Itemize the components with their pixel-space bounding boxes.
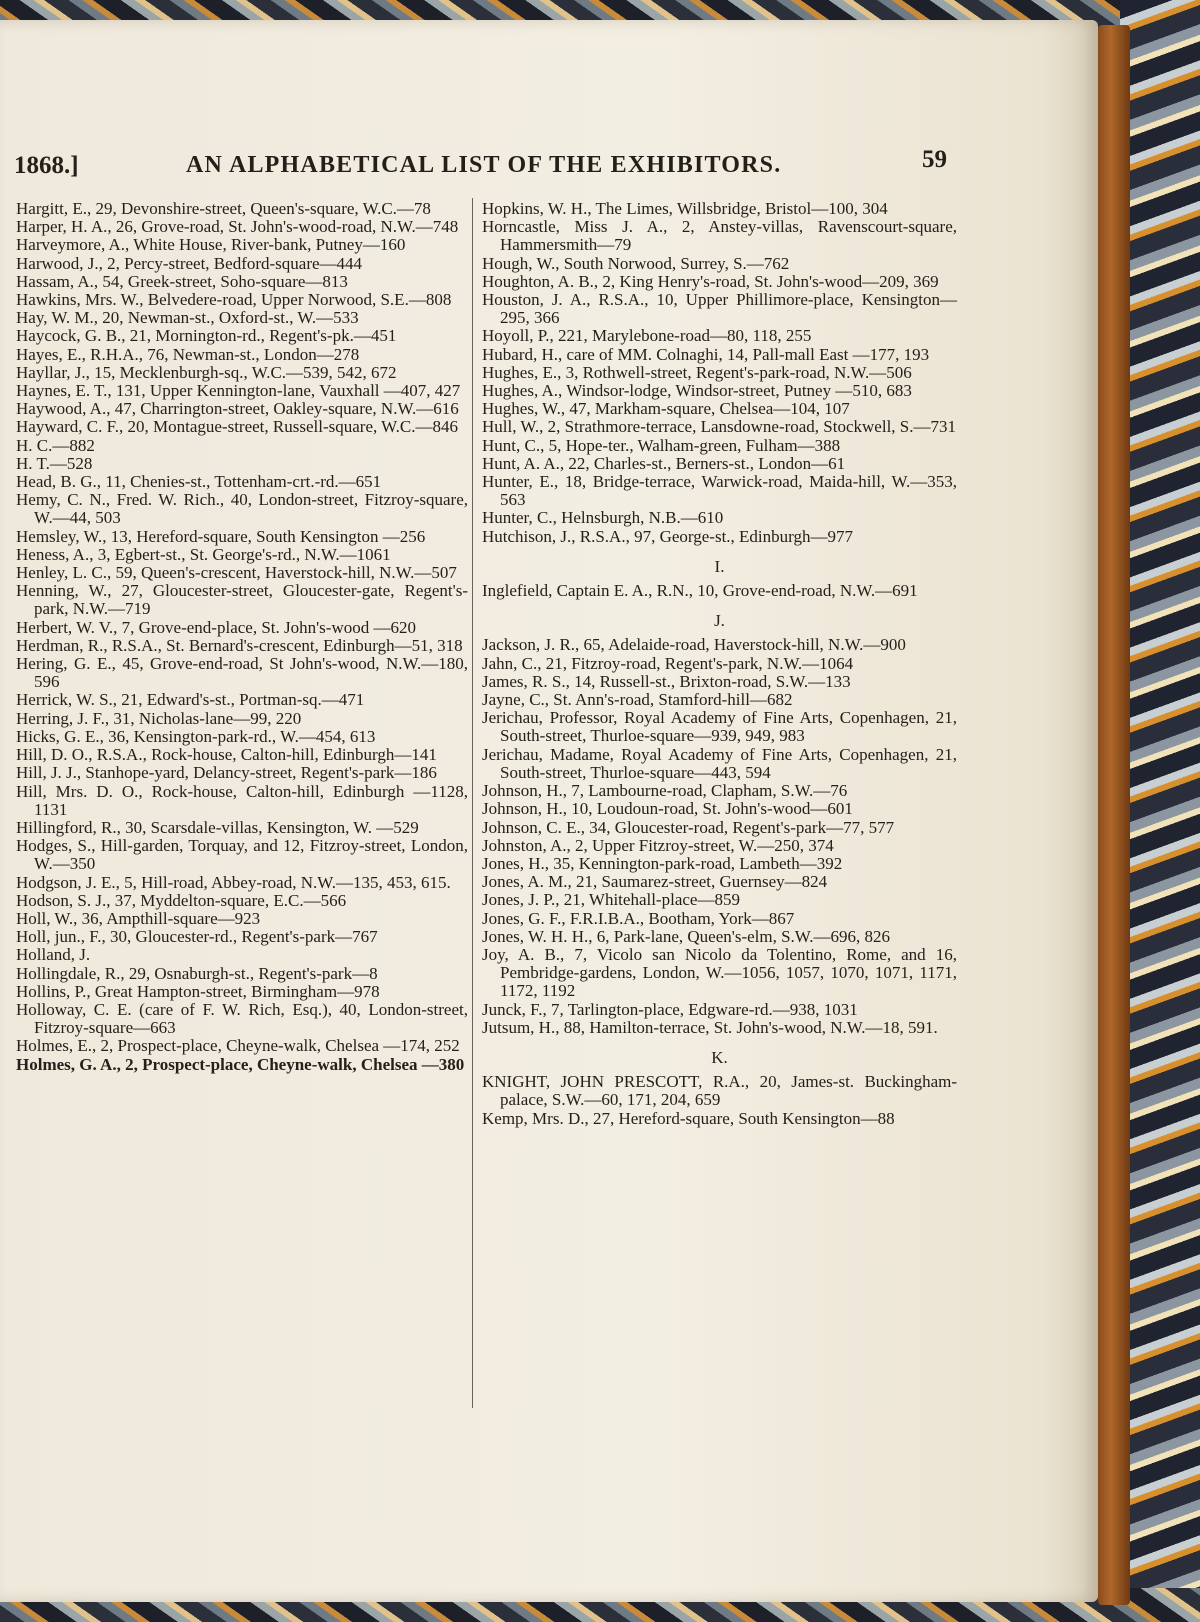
left-column bbox=[16, 200, 468, 1074]
exhibitor-entry: Hopkins, W. H., The Limes, Willsbridge, Bristol—100, 304 bbox=[482, 199, 888, 218]
exhibitor-entry: Heness, A., 3, Egbert-st., St. George's-rd., N.W.—1061 bbox=[16, 544, 391, 564]
exhibitor-entry: Hunter, E., 18, Bridge-terrace, Warwick-road, Maida-hill, W.—353, 563 bbox=[482, 472, 957, 510]
exhibitor-entry: Johnston, A., 2, Upper Fitzroy-street, W.—250, 374 bbox=[482, 835, 834, 855]
exhibitor-entry: Haywood, A., 47, Charrington-street, Oakley-square, N.W.—616 bbox=[16, 399, 459, 419]
section-letter-k: K. bbox=[711, 1047, 728, 1067]
exhibitor-entry: Haycock, G. B., 21, Mornington-rd., Regent's-pk.—451 bbox=[16, 326, 397, 346]
exhibitor-entry: Hayward, C. F., 20, Montague-street, Russell-square, W.C.—846 bbox=[16, 417, 458, 437]
exhibitor-entry: Hicks, G. E., 36, Kensington-park-rd., W.—454, 613 bbox=[16, 726, 376, 746]
exhibitor-entry: Jerichau, Madame, Royal Academy of Fine Arts, Copenhagen, 21, South-street, Thurloe-square—443, 594 bbox=[482, 744, 957, 782]
section-letter-i: I. bbox=[714, 556, 725, 576]
exhibitor-entry: Hering, G. E., 45, Grove-end-road, St John's-wood, N.W.—180, 596 bbox=[16, 654, 468, 692]
exhibitor-entry: Hubard, H., care of MM. Colnaghi, 14, Pall-mall East —177, 193 bbox=[482, 344, 930, 364]
exhibitor-entry: Hoyoll, P., 221, Marylebone-road—80, 118, 255 bbox=[482, 326, 812, 346]
exhibitor-entry: Hargitt, E., 29, Devonshire-street, Queen's-square, W.C.—78 bbox=[16, 199, 431, 218]
book-cover-edge bbox=[1098, 25, 1130, 1605]
exhibitor-entry: Hemsley, W., 13, Hereford-square, South Kensington —256 bbox=[16, 526, 426, 546]
exhibitor-entry: Jones, J. P., 21, Whitehall-place—859 bbox=[482, 890, 740, 910]
page-header bbox=[14, 146, 964, 186]
marbled-endpaper-right bbox=[1120, 0, 1200, 1622]
exhibitor-entry: Jayne, C., St. Ann's-road, Stamford-hill—682 bbox=[482, 690, 793, 710]
exhibitor-entry: H. C.—882 bbox=[16, 435, 95, 455]
exhibitor-entry: Johnson, H., 10, Loudoun-road, St. John's-wood—601 bbox=[482, 799, 853, 819]
exhibitor-entry: Jerichau, Professor, Royal Academy of Fine Arts, Copenhagen, 21, South-street, Thurloe-square—939, 949, 983 bbox=[482, 708, 957, 746]
exhibitor-entry: Hughes, A., Windsor-lodge, Windsor-street, Putney —510, 683 bbox=[482, 381, 912, 401]
exhibitor-entry: Herring, J. F., 31, Nicholas-lane—99, 220 bbox=[16, 708, 302, 728]
exhibitor-entry: Herrick, W. S., 21, Edward's-st., Portman-sq.—471 bbox=[16, 690, 365, 710]
exhibitor-entry: Jones, H., 35, Kennington-park-road, Lambeth—392 bbox=[482, 853, 843, 873]
exhibitor-entry: Hunter, C., Helnsburgh, N.B.—610 bbox=[482, 508, 724, 528]
exhibitor-entry: Hull, W., 2, Strathmore-terrace, Lansdowne-road, Stockwell, S.—731 bbox=[482, 417, 957, 437]
header-year: 1868.] bbox=[14, 152, 79, 179]
exhibitor-entry: Joy, A. B., 7, Vicolo san Nicolo da Tolentino, Rome, and 16, Pembridge-gardens, London, W.—1056, 1057, 1070, 1071, 1171, 1172, 1192 bbox=[482, 944, 957, 1001]
exhibitor-entry: Harwood, J., 2, Percy-street, Bedford-square—444 bbox=[16, 253, 363, 273]
exhibitor-entry: Harveymore, A., White House, River-bank, Putney—160 bbox=[16, 235, 406, 255]
exhibitor-entry: Jackson, J. R., 65, Adelaide-road, Haverstock-hill, N.W.—900 bbox=[482, 635, 906, 655]
exhibitor-entry: Jutsum, H., 88, Hamilton-terrace, St. John's-wood, N.W.—18, 591. bbox=[482, 1017, 938, 1037]
exhibitor-entry: Henley, L. C., 59, Queen's-crescent, Haverstock-hill, N.W.—507 bbox=[16, 563, 457, 583]
exhibitor-entry: Jones, G. F., F.R.I.B.A., Bootham, York—867 bbox=[482, 908, 795, 928]
exhibitor-entry: Holmes, E., 2, Prospect-place, Cheyne-walk, Chelsea —174, 252 bbox=[16, 1036, 460, 1056]
exhibitor-entry: Hodgson, J. E., 5, Hill-road, Abbey-road, N.W.—135, 453, 615. bbox=[16, 872, 451, 892]
exhibitor-entry: Head, B. G., 11, Chenies-st., Tottenham-crt.-rd.—651 bbox=[16, 472, 382, 492]
exhibitor-entry: Hassam, A., 54, Greek-street, Soho-square—813 bbox=[16, 271, 348, 291]
exhibitor-entry: Harper, H. A., 26, Grove-road, St. John's-wood-road, N.W.—748 bbox=[16, 217, 459, 237]
exhibitor-entry: Hunt, A. A., 22, Charles-st., Berners-st., London—61 bbox=[482, 453, 846, 473]
exhibitor-entry: Kemp, Mrs. D., 27, Hereford-square, South Kensington—88 bbox=[482, 1108, 895, 1128]
exhibitor-entry: Hayes, E., R.H.A., 76, Newman-st., London—278 bbox=[16, 344, 360, 364]
exhibitor-entry: Hawkins, Mrs. W., Belvedere-road, Upper Norwood, S.E.—808 bbox=[16, 290, 452, 310]
exhibitor-entry: Inglefield, Captain E. A., R.N., 10, Grove-end-road, N.W.—691 bbox=[482, 581, 918, 601]
header-title: AN ALPHABETICAL LIST OF THE EXHIBITORS. bbox=[186, 152, 782, 178]
exhibitor-entry: Holl, W., 36, Ampthill-square—923 bbox=[16, 908, 261, 928]
column-divider bbox=[472, 198, 473, 1408]
exhibitor-entry: Hodson, S. J., 37, Myddelton-square, E.C.—566 bbox=[16, 890, 347, 910]
exhibitor-entry: Hill, Mrs. D. O., Rock-house, Calton-hill, Edinburgh —1128, 1131 bbox=[16, 781, 468, 819]
exhibitor-entry: Jones, A. M., 21, Saumarez-street, Guernsey—824 bbox=[482, 872, 828, 892]
exhibitor-entry: Hodges, S., Hill-garden, Torquay, and 12, Fitzroy-street, London, W.—350 bbox=[16, 836, 468, 874]
exhibitor-entry: Hill, D. O., R.S.A., Rock-house, Calton-hill, Edinburgh—141 bbox=[16, 745, 437, 765]
exhibitor-entry: Hughes, E., 3, Rothwell-street, Regent's-park-road, N.W.—506 bbox=[482, 362, 912, 382]
exhibitor-entry: Hollingdale, R., 29, Osnaburgh-st., Regent's-park—8 bbox=[16, 963, 378, 983]
exhibitor-entry: James, R. S., 14, Russell-st., Brixton-road, S.W.—133 bbox=[482, 671, 851, 691]
exhibitor-entry: Hillingford, R., 30, Scarsdale-villas, Kensington, W. —529 bbox=[16, 817, 419, 837]
exhibitor-entry: Houghton, A. B., 2, King Henry's-road, St. John's-wood—209, 369 bbox=[482, 271, 939, 291]
exhibitor-entry: Johnson, H., 7, Lambourne-road, Clapham, S.W.—76 bbox=[482, 781, 848, 801]
exhibitor-entry: Jones, W. H. H., 6, Park-lane, Queen's-elm, S.W.—696, 826 bbox=[482, 926, 891, 946]
exhibitor-entry: Horncastle, Miss J. A., 2, Anstey-villas, Ravenscourt-square, Hammersmith—79 bbox=[482, 217, 957, 255]
exhibitor-entry: Haynes, E. T., 131, Upper Kennington-lane, Vauxhall —407, 427 bbox=[16, 381, 461, 401]
exhibitor-entry: H. T.—528 bbox=[16, 453, 93, 473]
exhibitor-entry: Hill, J. J., Stanhope-yard, Delancy-street, Regent's-park—186 bbox=[16, 763, 437, 783]
exhibitor-entry: Hughes, W., 47, Markham-square, Chelsea—104, 107 bbox=[482, 399, 850, 419]
exhibitor-entry: Herdman, R., R.S.A., St. Bernard's-crescent, Edinburgh—51, 318 bbox=[16, 635, 463, 655]
exhibitor-entry: Hemy, C. N., Fred. W. Rich., 40, London-street, Fitzroy-square, W.—44, 503 bbox=[16, 490, 468, 528]
exhibitor-entry: Hay, W. M., 20, Newman-st., Oxford-st., W.—533 bbox=[16, 308, 359, 328]
exhibitor-entry: Junck, F., 7, Tarlington-place, Edgware-rd.—938, 1031 bbox=[482, 999, 858, 1019]
exhibitor-entry: Herbert, W. V., 7, Grove-end-place, St. John's-wood —620 bbox=[16, 617, 416, 637]
page-number: 59 bbox=[922, 146, 947, 173]
exhibitor-entry: Hough, W., South Norwood, Surrey, S.—762 bbox=[482, 253, 790, 273]
exhibitor-entry: Holland, J. bbox=[16, 945, 91, 965]
book-page bbox=[0, 20, 1098, 1602]
exhibitor-entry: Johnson, C. E., 34, Gloucester-road, Regent's-park—77, 577 bbox=[482, 817, 895, 837]
section-letter-j: J. bbox=[714, 611, 725, 631]
exhibitor-entry: Jahn, C., 21, Fitzroy-road, Regent's-park, N.W.—1064 bbox=[482, 653, 854, 673]
exhibitor-entry: Holl, jun., F., 30, Gloucester-rd., Regent's-park—767 bbox=[16, 927, 378, 947]
exhibitor-entry: Hutchison, J., R.S.A., 97, George-st., Edinburgh—977 bbox=[482, 526, 854, 546]
exhibitor-entry: KNIGHT, JOHN PRESCOTT, R.A., 20, James-st. Buckingham-palace, S.W.—60, 171, 204, 659 bbox=[482, 1072, 957, 1110]
exhibitor-entry: Hayllar, J., 15, Mecklenburgh-sq., W.C.—539, 542, 672 bbox=[16, 362, 397, 382]
right-column bbox=[482, 200, 957, 1128]
exhibitor-entry: Holloway, C. E. (care of F. W. Rich, Esq.), 40, London-street, Fitzroy-square—663 bbox=[16, 999, 468, 1038]
exhibitor-entry: Hunt, C., 5, Hope-ter., Walham-green, Fulham—388 bbox=[482, 435, 841, 455]
exhibitor-entry: Hollins, P., Great Hampton-street, Birmingham—978 bbox=[16, 981, 380, 1001]
exhibitor-entry: Houston, J. A., R.S.A., 10, Upper Phillimore-place, Kensington—295, 366 bbox=[482, 290, 957, 328]
exhibitor-entry: Henning, W., 27, Gloucester-street, Gloucester-gate, Regent's-park, N.W.—719 bbox=[16, 581, 468, 619]
exhibitor-entry: Holmes, G. A., 2, Prospect-place, Cheyne-walk, Chelsea —380 bbox=[16, 1054, 465, 1074]
